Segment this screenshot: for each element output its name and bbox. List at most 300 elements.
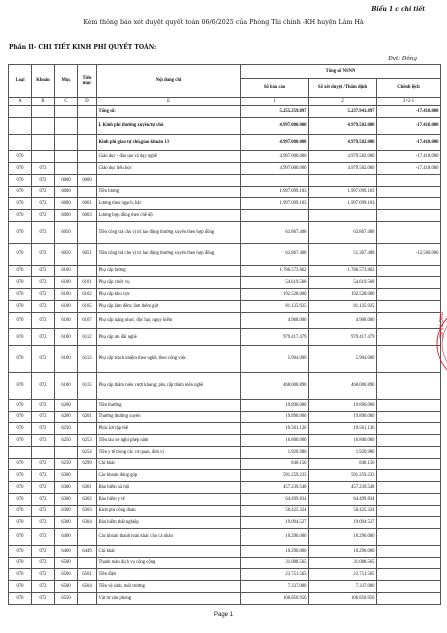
table-cell [377,458,441,470]
table-cell: 6100 [55,289,78,301]
table-cell: Bảo hiểm thất nghiệp [97,517,241,529]
table-cell [97,174,241,186]
unit-label: Đvt: Đồng [388,56,417,62]
table-cell: 6303 [78,505,97,517]
table-cell: 4.997.000.000 [241,151,309,163]
table-cell: 6500 [55,569,78,581]
page-number: Page 1 [213,612,234,618]
table-cell: -17.418.000 [377,106,441,118]
table-row [9,151,441,163]
table-cell: Phụ cấp trách nhiệm theo nghề, theo công việc [97,346,241,373]
table-cell: 4.979.582.000 [309,163,377,175]
table-cell: 070 [9,151,32,163]
table-cell: 072 [32,399,55,411]
table-cell: 072 [32,505,55,517]
table-row [9,435,441,447]
table-cell: 070 [9,581,32,593]
table-cell [377,446,441,458]
table-cell: -17.418.000 [377,134,441,151]
table-cell [377,372,441,399]
table-cell: 070 [9,174,32,186]
table-cell: 6250 [55,423,78,435]
table-cell [78,399,97,411]
table-cell: 6500 [55,557,78,569]
table-cell: 070 [9,482,32,494]
table-cell: 19.094.527 [241,517,309,529]
col-noi-dung: Nội dung chi [97,65,241,98]
table-cell [309,174,377,186]
table-row [9,569,441,581]
table-cell: 6400 [55,545,78,557]
table-cell [78,592,97,604]
table-cell: 6105 [78,300,97,312]
section-title: Phần II- CHI TIẾT KINH PHÍ QUYẾT TOÁN: [9,44,157,51]
col-group-tong-so: Tổng số NSNN [241,65,441,79]
table-cell: 6300 [55,505,78,517]
table-cell: 6300 [55,470,78,482]
table-cell [32,106,55,118]
table-cell [377,186,441,198]
table-cell: 19.094.527 [309,517,377,529]
table-cell: 4.979.582.000 [309,151,377,163]
letter-cell: E [97,98,241,106]
table-cell: Tổng số: [97,106,241,118]
table-cell: 072 [32,329,55,346]
table-cell: 6250 [55,458,78,470]
table-row [9,265,441,277]
table-cell [78,470,97,482]
table-cell: 7.337.000 [309,581,377,593]
table-cell [377,493,441,505]
table-cell: Phụ cấp làm đêm; làm thêm giờ [97,300,241,312]
table-cell: Bảo hiểm y tế [97,493,241,505]
table-cell [377,198,441,210]
table-cell: 072 [32,470,55,482]
stamp-text: PHÒ TÀ KẾ [437,312,443,339]
table-cell: 54.619.568 [241,277,309,289]
table-cell [377,423,441,435]
table-cell: 4.997.000.000 [241,134,309,151]
table-cell [377,557,441,569]
table-cell: Phụ cấp thâm niên vượt khung; phụ cấp thâm niên nghề [97,372,241,399]
table-cell: 23.751.565 [241,569,309,581]
table-cell: 6254 [78,446,97,458]
table-cell: 072 [32,592,55,604]
table-row [9,423,441,435]
table-cell: 072 [32,312,55,329]
table-cell: 4.968.000 [241,312,309,329]
table-cell: 6100 [55,277,78,289]
table-cell [9,134,32,151]
table-row [9,221,441,243]
table-row [9,312,441,329]
table-cell: 070 [9,411,32,423]
table-cell: 070 [9,569,32,581]
table-cell [309,210,377,222]
table-cell [55,117,78,134]
table-cell: 1.786.573.862 [309,265,377,277]
table-cell: 072 [32,174,55,186]
table-cell [55,106,78,118]
table-cell: 468.000.890 [241,372,309,399]
table-cell: 072 [32,458,55,470]
letter-row [9,98,441,106]
table-cell: 6051 [78,243,97,265]
table-cell: 4.968.000 [309,312,377,329]
table-cell: 6300 [55,493,78,505]
table-cell: 6000 [55,186,78,198]
table-cell: 072 [32,198,55,210]
table-cell: 1.997.099.103 [241,186,309,198]
table-cell: Kinh phí giao tự chủ,giao khoán 13 [97,134,241,151]
table-row [9,493,441,505]
table-cell: 6449 [78,545,97,557]
table-cell: 64.499.834 [309,493,377,505]
table-cell: 072 [32,557,55,569]
table-cell: Phụ cấp nặng nhọc, độc hại, nguy hiểm [97,312,241,329]
table-cell: 1.920.980 [309,446,377,458]
table-cell: 072 [32,493,55,505]
table-row [9,517,441,529]
col-so-xet-duyet: Số xét duyệt /Thẩm định [309,79,377,98]
table-cell [32,117,55,134]
table-cell: 0000 [78,174,97,186]
table-cell: 6504 [78,581,97,593]
table-cell: 457.239.548 [241,482,309,494]
table-cell [377,545,441,557]
table-cell: 19.890.000 [241,411,309,423]
table-cell: 192.528.000 [309,289,377,301]
table-cell [377,210,441,222]
table-cell: 072 [32,221,55,243]
table-cell: Chi khác [97,545,241,557]
table-cell [55,163,78,175]
table-cell: 6201 [78,411,97,423]
table-row [9,198,441,210]
table-row [9,372,441,399]
table-cell: 072 [32,423,55,435]
table-cell: Phụ cấp khu vực [97,289,241,301]
table-cell: Tiền tàu xe nghỉ phép năm [97,435,241,447]
table-cell: 072 [32,435,55,447]
table-cell: Tiền lương [97,186,241,198]
table-cell: Giáo dục - đào tạo và dạy nghề [97,151,241,163]
table-cell: 070 [9,493,32,505]
table-cell [9,446,32,458]
table-cell [78,265,97,277]
table-cell: 6400 [55,529,78,546]
table-cell [32,446,55,458]
table-cell [32,151,55,163]
table-cell [377,505,441,517]
table-cell: 63.867.408 [241,221,309,243]
table-cell: 468.000.890 [309,372,377,399]
table-cell: 070 [9,265,32,277]
table-cell: Thưởng thường xuyên [97,411,241,423]
table-cell: 1.786.573.862 [241,265,309,277]
table-cell: 070 [9,529,32,546]
table-cell: 072 [32,545,55,557]
table-cell: -17.418.000 [377,151,441,163]
table-cell [9,117,32,134]
table-row [9,243,441,265]
document-title: Kèm thông báo xét duyệt quyết toán 06/6/2025 của Phòng Tài chính -KH huyện Lâm Hà [83,19,364,26]
table-cell: 6115 [78,372,97,399]
table-cell: 6501 [78,569,97,581]
table-cell: 979.417.479 [241,329,309,346]
table-cell [32,134,55,151]
table-cell: 6101 [78,277,97,289]
table-cell [377,411,441,423]
table-cell: Giáo dục tiểu học [97,163,241,175]
table-cell [377,482,441,494]
table-cell: 6107 [78,312,97,329]
table-row [9,186,441,198]
table-cell: Phúc lợi tập thể [97,423,241,435]
table-cell: 7.337.000 [241,581,309,593]
table-row [9,482,441,494]
table-cell: 6100 [55,312,78,329]
table-cell: 23.751.565 [309,569,377,581]
table-cell [78,163,97,175]
table-cell [9,106,32,118]
table-row [9,210,441,222]
table-cell [377,329,441,346]
table-cell: 6100 [55,329,78,346]
table-cell [377,581,441,593]
table-row [9,592,441,604]
table-cell: 6302 [78,493,97,505]
table-cell: Tiền điện [97,569,241,581]
table-cell [377,346,441,373]
table-cell: 6300 [55,482,78,494]
letter-cell: B [32,98,55,106]
table-cell [241,210,309,222]
table-cell [55,151,78,163]
table-cell [78,557,97,569]
table-cell: 070 [9,312,32,329]
table-cell: Thanh toán dịch vụ công cộng [97,557,241,569]
table-cell [78,151,97,163]
col-muc: Mục [55,65,78,98]
table-cell: 6113 [78,346,97,373]
table-cell: 16.800.000 [241,435,309,447]
table-cell: 6253 [78,435,97,447]
table-cell [78,529,97,546]
table-row [9,277,441,289]
table-cell: 070 [9,505,32,517]
table-cell: 070 [9,517,32,529]
table-cell: 070 [9,329,32,346]
table-cell: 070 [9,186,32,198]
table-cell: 072 [32,210,55,222]
table-cell: 6003 [78,210,97,222]
letter-cell: C [55,98,78,106]
table-cell: 1.920.980 [241,446,309,458]
table-cell: 070 [9,163,32,175]
table-cell: 070 [9,277,32,289]
table-cell: 63.867.408 [241,243,309,265]
table-cell: 070 [9,300,32,312]
table-cell [377,300,441,312]
table-cell: 072 [32,289,55,301]
table-cell: 6500 [55,581,78,593]
col-chenh-lech: Chênh lệch [377,79,441,98]
table-cell [78,423,97,435]
table-cell: 106.850.956 [309,592,377,604]
table-cell: 070 [9,545,32,557]
table-cell: 072 [32,581,55,593]
table-cell [377,312,441,329]
table-row [9,300,441,312]
table-cell: 070 [9,198,32,210]
red-stamp [435,298,447,390]
table-cell: Tiền vệ sinh, môi trường [97,581,241,593]
table-cell [241,174,309,186]
table-cell: 072 [32,265,55,277]
table-cell [78,186,97,198]
table-cell [55,446,78,458]
table-cell: 51.367.408 [309,243,377,265]
table-cell: 10.296.000 [309,529,377,546]
table-cell: 64.499.834 [241,493,309,505]
table-cell: 070 [9,221,32,243]
table-cell: 4.997.000.000 [241,117,309,134]
table-cell: 6100 [55,346,78,373]
table-cell [377,265,441,277]
table-cell: 6100 [55,372,78,399]
table-row [9,557,441,569]
table-cell: -12.500.000 [377,243,441,265]
col-khoan: Khoản [32,65,55,98]
table-cell: 6200 [55,411,78,423]
table-cell: -17.418.000 [377,163,441,175]
table-cell: 072 [32,163,55,175]
table-cell: 6301 [78,482,97,494]
table-cell: 1.997.099.103 [309,198,377,210]
table-cell: 840.156 [241,458,309,470]
table-cell: 50.425.324 [241,505,309,517]
table-cell: 6300 [55,517,78,529]
table-cell: 072 [32,277,55,289]
table-cell: 457.239.548 [309,482,377,494]
table-cell: 070 [9,470,32,482]
table-cell: 0000 [55,174,78,186]
table-cell [377,174,441,186]
col-loai: Loại [9,65,32,98]
table-row [9,174,441,186]
table-cell: -17.418.000 [377,117,441,134]
table-cell: Vật tư văn phòng [97,592,241,604]
table-cell: 6001 [78,198,97,210]
table-row [9,545,441,557]
table-cell: 31.088.565 [309,557,377,569]
letter-cell: A [9,98,32,106]
table-row [9,329,441,346]
table-cell: Phụ cấp lương [97,265,241,277]
table-cell: 070 [9,399,32,411]
table-row [9,581,441,593]
table-cell: Lương hợp đồng theo chế độ [97,210,241,222]
table-cell: 840.156 [309,458,377,470]
table-cell: Các khoản đóng góp [97,470,241,482]
table-cell: I. Kinh phí thường xuyên/tự chủ [97,117,241,134]
table-row [9,117,441,134]
table-cell [377,289,441,301]
table-cell: 5.237.941.897 [309,106,377,118]
table-cell: 31.088.565 [241,557,309,569]
table-cell: 10.296.000 [241,545,309,557]
col-so-bao-cao: Số báo cáo [241,79,309,98]
table-cell: 070 [9,435,32,447]
table-cell [78,106,97,118]
table-cell: 6000 [55,210,78,222]
table-cell: Tiền y tế trong các cơ quan, đơn vị [97,446,241,458]
table-cell [377,277,441,289]
table-cell [78,221,97,243]
table-cell: 50.425.324 [309,505,377,517]
table-cell: 070 [9,289,32,301]
table-cell: 19.561.136 [309,423,377,435]
table-cell [78,117,97,134]
table-cell: 63.867.408 [309,221,377,243]
table-cell: 6102 [78,289,97,301]
table-cell: 6100 [55,300,78,312]
table-cell [78,134,97,151]
table-cell: 070 [9,346,32,373]
table-cell: Tiền công trả cho vị trí lao động thường xuyên theo hợp đồng [97,243,241,265]
table-cell: Bảo hiểm xã hội [97,482,241,494]
table-cell: 070 [9,592,32,604]
table-cell: 19.890.000 [309,399,377,411]
table-cell: 070 [9,210,32,222]
table-cell: 072 [32,517,55,529]
table-cell: Lương theo ngạch, bậc [97,198,241,210]
table-cell: Phụ cấp chức vụ [97,277,241,289]
table-cell: 6100 [55,265,78,277]
table-cell [377,435,441,447]
table-cell: 192.528.000 [241,289,309,301]
table-row [9,106,441,118]
table-row [9,411,441,423]
table-cell: 6000 [55,198,78,210]
table-cell: 072 [32,372,55,399]
table-cell: 070 [9,243,32,265]
table-cell: 6250 [55,435,78,447]
col-tieu-muc: Tiểu mục [78,65,97,98]
table-cell: 10.296.000 [309,545,377,557]
table-cell: 6112 [78,329,97,346]
table-body [9,106,441,605]
table-cell: 19.890.000 [241,399,309,411]
table-cell: 19.890.000 [309,411,377,423]
table-cell [377,569,441,581]
table-cell: 070 [9,372,32,399]
table-cell: 6299 [78,458,97,470]
table-cell: 070 [9,423,32,435]
table-cell: 54.619.568 [309,277,377,289]
table-header [9,65,441,106]
table-cell: 072 [32,300,55,312]
table-cell: 4.997.000.000 [241,163,309,175]
table-cell: 6304 [78,517,97,529]
letter-cell: 1 [241,98,309,106]
table-row [9,346,441,373]
table-cell: 072 [32,411,55,423]
table-row [9,505,441,517]
table-cell [377,592,441,604]
table-cell: 16.800.000 [309,435,377,447]
